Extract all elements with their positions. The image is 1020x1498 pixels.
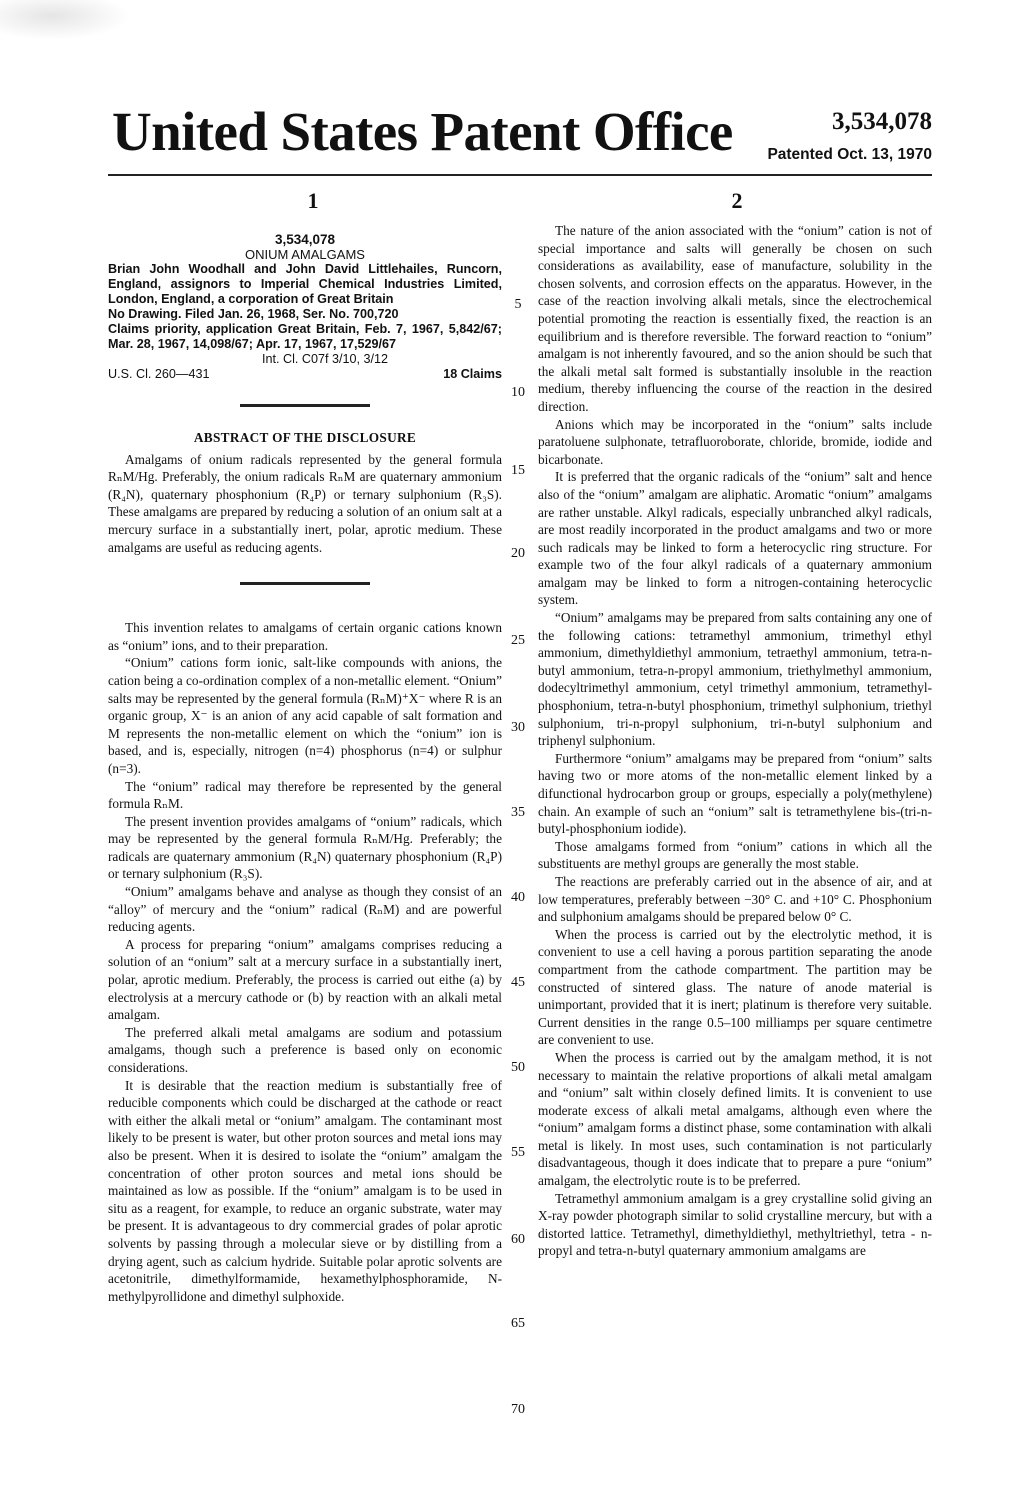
- right-column: [538, 222, 932, 1260]
- column-number-left: 1: [307, 188, 319, 213]
- us-classification: U.S. Cl. 260—431: [108, 367, 210, 381]
- line-number: 10: [511, 385, 525, 400]
- line-number: 60: [511, 1232, 525, 1247]
- line-number: 50: [511, 1060, 525, 1075]
- paragraph: When the process is carried out by the amalgam method, it is not necessary to maintain the relative proportions of alkali metal amalgam and “onium” salt within closely defined limits. It is convenient to use moderate excess of alkali metal amalgams, although even where the “onium” amalgam forms a distinct phase, some contamination with alkali metal is likely. In most uses, such contamination is not particularly disadvantageous, though it does indicate that to prepare a pure “onium” amalgam, the electrolytic route is to be preferred.: [538, 1049, 932, 1189]
- paragraph: The preferred alkali metal amalgams are sodium and potassium amalgams, though such a preference is based only on economic considerations.: [108, 1024, 502, 1075]
- abstract-heading: ABSTRACT OF THE DISCLOSURE: [193, 430, 417, 445]
- patented-date: Patented Oct. 13, 1970: [767, 146, 932, 163]
- line-number: 20: [511, 546, 525, 561]
- inventors-assignees: Brian John Woodhall and John David Littlehailes, Runcorn, England, assignors to Imperial Chemical Industries Limited, London, England, a corporation of Great Britain: [108, 262, 502, 306]
- line-number: 30: [511, 720, 525, 735]
- line-number: 15: [511, 463, 525, 478]
- separator-rule: [240, 582, 370, 585]
- line-number: 5: [514, 297, 522, 312]
- header-rule: [108, 174, 932, 176]
- paragraph: The reactions are preferably carried out in the absence of air, and at low temperatures, preferably between −30° C. and +10° C. Phosphonium and sulphonium amalgams should be prepared below 0° C.: [538, 873, 932, 925]
- paragraph: Tetramethyl ammonium amalgam is a grey crystalline solid giving an X-ray powder photograph similar to solid crystalline mercury, but with a distorted lattice. Tetramethyl, dimethyldiethyl, methyltriethyl, tetra - n-propyl and tetra-n-butyl quaternary ammonium amalgams are: [538, 1190, 932, 1259]
- us-class-row: [108, 367, 502, 382]
- paragraph: It is desirable that the reaction medium is substantially free of reducible components which could be discharged at the cathode or react with either the alkali metal or “onium” amalgam. The contaminant most likely to be present is water, but other proton sources and metal ions may also be present. When it is desired to isolate the “onium” amalgam the concentration of other proton sources and metal ions should be maintained as low as possible. If the “onium” amalgam is to be used in situ as a reagent, for example, to reduce an organic substrate, water may be present. It is advantageous to dry commercial grades of polar aprotic solvents by passing through a molecular sieve or by distilling from a drying agent, such as calcium hydride. Suitable polar aprotic solvents are acetonitrile, dimethylformamide, hexamethylphosphoramide, N-methylpyrollidone and dimethyl sulphoxide.: [108, 1077, 502, 1304]
- line-number: 35: [511, 805, 525, 820]
- patent-number: 3,534,078: [832, 108, 932, 135]
- line-number: 25: [511, 633, 525, 648]
- claims-count: 18 Claims: [443, 367, 502, 381]
- line-number: 65: [511, 1316, 525, 1331]
- patent-title: ONIUM AMALGAMS: [245, 247, 365, 262]
- priority-info: Claims priority, application Great Britain, Feb. 7, 1967, 5,842/67; Mar. 28, 1967, 14,098/67; Apr. 17, 1967, 17,529/67: [108, 322, 502, 351]
- separator-rule: [240, 404, 370, 407]
- paragraph: “Onium” amalgams behave and analyse as though they consist of an “alloy” of mercury and the “onium” radical (RₙM) and are powerful reducing agents.: [108, 884, 502, 935]
- filing-info: No Drawing. Filed Jan. 26, 1968, Ser. No. 700,720: [108, 307, 399, 321]
- paragraph: Those amalgams formed from “onium” cations in which all the substituents are methyl groups are generally the most stable.: [538, 838, 932, 872]
- paragraph: The “onium” radical may therefore be represented by the general formula RₙM.: [108, 778, 502, 812]
- office-title: United States Patent Office: [112, 101, 733, 162]
- front-matter-number: 3,534,078: [274, 232, 336, 247]
- front-matter: [108, 232, 502, 382]
- line-number: 70: [511, 1402, 525, 1417]
- paragraph: It is preferred that the organic radicals of the “onium” salt and hence also of the “onium” amalgam are aliphatic. Aromatic “onium” amalgams are rather unstable. Alkyl radicals, especially unbranched alkyl radicals, are most readily incorporated in the product amalgams and two or more such radicals may be linked to form a heterocyclic ring structure. For example two of the four alkyl radicals of a quaternary ammonium amalgam may be linked to form a nitrogen-containing heterocyclic system.: [538, 469, 932, 608]
- paragraph: When the process is carried out by the electrolytic method, it is convenient to use a cell having a porous partition separating the anode compartment from the cathode compartment. The partition may be constructed of sintered glass. The nature of anode material is unimportant, provided that it is inert; platinum is therefore very suitable. Current densities in the range 0.5–100 milliamps per square centimetre are convenient to use.: [538, 926, 932, 1048]
- scan-smudge: [0, 0, 130, 40]
- line-number: 45: [511, 975, 525, 990]
- paragraph: The nature of the anion associated with the “onium” cation is not of special importance and salts will generally be chosen on such considerations as availability, ease of manufacture, solubility in the chosen solvents, and corrosion effects on the apparatus. However, in the case of the reaction involving alkali metals, since the electrochemical potential promoting the reaction is essentially fixed, the reaction is an equilibrium and is therefore reversible. The forward reaction to “onium” amalgam is not inherently favoured, and so the anion should be such that the alkali metal salt formed is substantially insoluble in the reaction medium, thereby influencing the course of the reaction in the desired direction.: [538, 223, 932, 414]
- left-column: [108, 222, 502, 1305]
- int-classification: Int. Cl. C07f 3/10, 3/12: [261, 352, 388, 366]
- paragraph: “Onium” amalgams may be prepared from salts containing any one of the following cations: tetramethyl ammonium, trimethyl ethyl ammonium, dimethyldiethyl ammonium, tetraethyl ammonium, tetra-n-butyl ammonium, tetra-n-propyl ammonium, triethylmethyl ammonium, dodecyltrimethyl ammonium, cetyl trimethyl ammonium, tetramethyl-phosphonium, tetra-n-butyl phosphonium, trimethyl sulphonium, triethyl sulphonium, tri-n-propyl sulphonium, tri-n-butyl sulphonium and triphenyl sulphonium.: [538, 610, 932, 749]
- paragraph: A process for preparing “onium” amalgams comprises reducing a solution of an “onium” salt at a mercury surface in a substantially inert, polar, aprotic medium. Preferably, the process is carried out eithe (a) by electrolysis at a mercury cathode or (b) by reaction with an alkali metal amalgam.: [108, 936, 502, 1023]
- paragraph: “Onium” cations form ionic, salt-like compounds with anions, the cation being a co-ordination complex of a non-metallic element. “Onium” salts may be represented by the general formula (RₙM)⁺X⁻ where R is an organic group, X⁻ is an anion of any acid capable of salt formation and M represents the non-metallic element on which the “onium” ion is based, and is, especially, nitrogen (n=4) phosphorus (n=4) or sulphur (n=3).: [108, 655, 502, 776]
- paragraph: This invention relates to amalgams of certain organic cations known as “onium” ions, and to their preparation.: [108, 620, 502, 653]
- column-number-right: 2: [731, 188, 743, 213]
- line-number: 40: [511, 890, 525, 905]
- abstract-text: Amalgams of onium radicals represented by the general formula RₙM/Hg. Preferably, the onium radicals RₙM are quaternary ammonium (R₄N), quaternary phosphonium (R₄P) or ternary sulphonium (R₃S). These amalgams are prepared by reducing a solution of an onium salt at a mercury surface in a substantially inert, polar, aprotic medium. These amalgams are useful as reducing agents.: [108, 451, 502, 555]
- paragraph: Furthermore “onium” amalgams may be prepared from “onium” salts having two or more atoms of the non-metallic element linked by a difunctional hydrocarbon group or groups, especially a poly(methylene) chain. An example of such an “onium” salt is tetramethylene bis-(tri-n-butyl-phosphonium iodide).: [538, 750, 932, 837]
- line-number: 55: [511, 1145, 525, 1160]
- paragraph: The present invention provides amalgams of “onium” radicals, which may be represented by the general formula RₙM/Hg. Preferably; the radicals are quaternary ammonium (R₄N) quaternary phosphonium (R₄P) or ternary sulphonium (R₃S).: [108, 813, 502, 882]
- paragraph: Anions which may be incorporated in the “onium” salts include paratoluene sulphonate, tetrafluoroborate, chloride, bromide, iodide and bicarbonate.: [538, 416, 932, 467]
